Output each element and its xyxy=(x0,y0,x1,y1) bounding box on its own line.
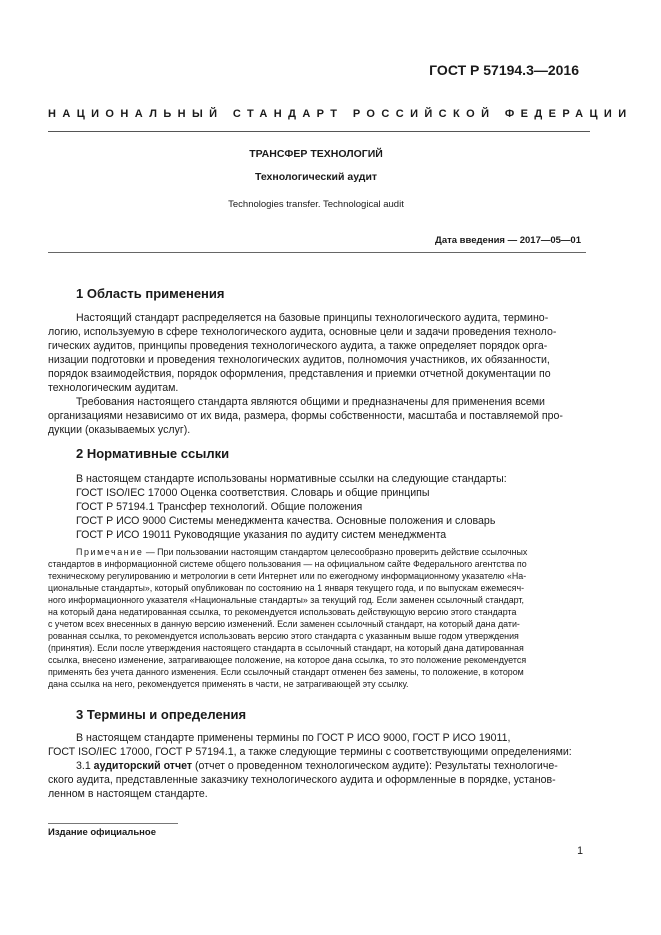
text-line: организациями независимо от их вида, размера, формы собственности, масштаба и поставляемой про- xyxy=(48,410,563,422)
section-2-heading: 2 Нормативные ссылки xyxy=(76,446,230,461)
text-line: ГОСТ ISO/IEC 17000, ГОСТ Р 57194.1, а также следующие термины с соответствующими определениями: xyxy=(48,746,572,758)
official-edition-label: Издание официальное xyxy=(48,827,156,838)
note-line: (принятия). Если после утверждения настоящего стандарта в ссылочный стандарт, на который дана датированная xyxy=(48,643,524,653)
document-title: ТРАНСФЕР ТЕХНОЛОГИЙ xyxy=(249,148,383,160)
normative-reference: ГОСТ ISO/IEC 17000 Оценка соответствия. Словарь и общие принципы xyxy=(76,487,430,499)
term-definition: (отчет о проведенном технологическом аудите): Результаты технологиче- xyxy=(192,760,558,772)
document-subtitle: Технологический аудит xyxy=(254,171,378,183)
normative-reference: ГОСТ Р ИСО 9000 Системы менеджмента качества. Основные положения и словарь xyxy=(76,515,496,527)
text-line: ленном в настоящем стандарте. xyxy=(48,788,208,800)
term-3-1 xyxy=(48,759,583,801)
normative-reference: ГОСТ Р ИСО 19011 Руководящие указания по аудиту систем менеджмента xyxy=(76,529,447,541)
note-block xyxy=(48,546,584,690)
document-number: ГОСТ Р 57194.3—2016 xyxy=(429,62,579,78)
text-line: гических аудитов, принципы проведения технологического аудита, а также определяет порядок орга- xyxy=(48,340,548,352)
section-3-heading: 3 Термины и определения xyxy=(76,707,247,722)
note-line: циональные стандарты», который опубликован по состоянию на 1 января текущего года, и по выпускам ежемесяч- xyxy=(48,583,525,593)
section-3-paragraph-1 xyxy=(48,731,583,759)
normative-reference: ГОСТ Р 57194.1 Трансфер технологий. Общие положения xyxy=(76,501,363,513)
introduction-date: Дата введения — 2017—05—01 xyxy=(435,235,581,246)
section-1-paragraph-1 xyxy=(48,311,583,395)
text-line: порядок взаимодействия, порядок оформления, представления и приемки отчетной документации по xyxy=(48,368,551,380)
note-line: рованная ссылка, то рекомендуется использовать версию этого стандарта с указанным выше годом утверждения xyxy=(48,631,519,641)
note-line: ссылка, внесено изменение, затрагивающее положение, на которое дана ссылка, то это положение рекомендуется xyxy=(48,655,527,665)
text-line: низации подготовки и проведения технологических аудитов, полномочия участников, их обязанности, xyxy=(48,354,550,366)
national-standard-banner: НАЦИОНАЛЬНЫЙ СТАНДАРТ РОССИЙСКОЙ ФЕДЕРАЦИИ xyxy=(48,108,633,120)
english-title: Technologies transfer. Technological audit xyxy=(228,199,404,210)
note-line: стандартов в информационной системе общего пользования — на официальном сайте Федерального агентства по xyxy=(48,559,527,569)
note-text: — При пользовании настоящим стандартом целесообразно проверить действие ссылочных xyxy=(143,547,528,557)
text-line: технологическим аудитам. xyxy=(48,382,179,394)
note-line: техническому регулированию и метрологии в сети Интернет или по ежегодному информационному указателю «На- xyxy=(48,571,527,581)
text-line: Настоящий стандарт распределяется на базовые принципы технологического аудита, термино- xyxy=(76,312,549,324)
note-line: с учетом всех внесенных в данную версию изменений. Если заменен ссылочный стандарт, на который дана дати- xyxy=(48,619,520,629)
note-line: на который дана недатированная ссылка, то рекомендуется использовать действующую версию этого стандарта xyxy=(48,607,517,617)
date-divider xyxy=(48,252,586,253)
note-line: ного информационного указателя «Национальные стандарты» за текущий год. Если заменен ссылочный стандарт, xyxy=(48,595,524,605)
footer-divider xyxy=(48,823,178,824)
term-number: 3.1 xyxy=(76,760,94,772)
section-1-heading: 1 Область применения xyxy=(76,286,225,301)
note-label: Примечание xyxy=(76,547,144,557)
term-first-line xyxy=(76,759,583,773)
text-line: ского аудита, представленные заказчику технологического аудита и оформленные в порядке, установ- xyxy=(48,774,556,786)
note-line: дана ссылка на него, рекомендуется применять в части, не затрагивающей эту ссылку. xyxy=(48,679,409,689)
note-line: применять без учета данного изменения. Если ссылочный стандарт отменен без замены, то положение, в котором xyxy=(48,667,524,677)
section-2-intro: В настоящем стандарте использованы нормативные ссылки на следующие стандарты: xyxy=(76,473,507,485)
term-name: аудиторский отчет xyxy=(93,760,193,772)
note-first-line xyxy=(48,546,584,558)
page-number: 1 xyxy=(577,845,583,857)
section-1-paragraph-2 xyxy=(48,395,583,437)
header-divider xyxy=(48,131,590,132)
text-line: В настоящем стандарте применены термины по ГОСТ Р ИСО 9000, ГОСТ Р ИСО 19011, xyxy=(76,732,511,744)
text-line: дукции (оказываемых услуг). xyxy=(48,424,191,436)
text-line: Требования настоящего стандарта являются общими и предназначены для применения всеми xyxy=(76,396,545,408)
text-line: логию, используемую в сфере технологического аудита, основные цели и задачи проведения техноло- xyxy=(48,326,557,338)
